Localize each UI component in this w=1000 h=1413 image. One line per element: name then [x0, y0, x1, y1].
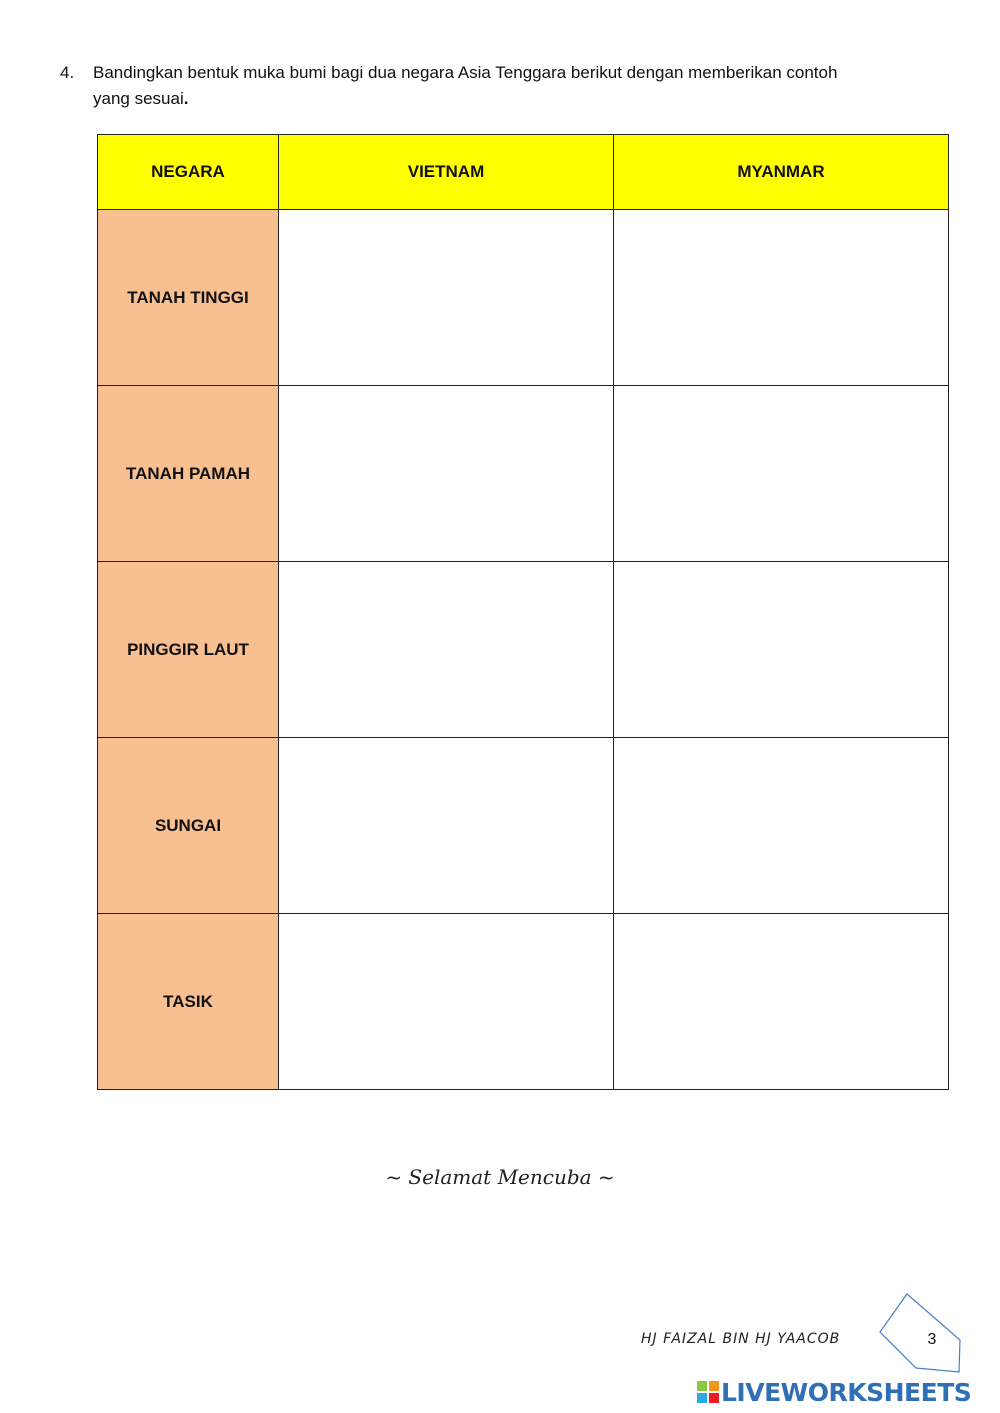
author-name: HJ FAIZAL BIN HJ YAACOB — [641, 1331, 841, 1347]
question-text — [93, 60, 940, 112]
liveworksheets-logo-icon — [697, 1381, 719, 1403]
page-number: 3 — [927, 1331, 937, 1348]
table-row — [98, 738, 949, 914]
answer-cell-myanmar-pinggir-laut[interactable] — [614, 562, 949, 738]
table-header-row — [98, 135, 949, 210]
table-row — [98, 386, 949, 562]
liveworksheets-brand-text: LIVEWORKSHEETS — [721, 1377, 972, 1407]
answer-cell-myanmar-tanah-tinggi[interactable] — [614, 210, 949, 386]
table-row — [98, 914, 949, 1090]
answer-cell-myanmar-tasik[interactable] — [614, 914, 949, 1090]
header-negara: NEGARA — [98, 135, 279, 210]
row-label-sungai: SUNGAI — [98, 738, 279, 914]
question-line-2 — [93, 86, 940, 112]
answer-cell-vietnam-tanah-tinggi[interactable] — [279, 210, 614, 386]
comparison-table — [97, 134, 949, 1090]
liveworksheets-brand[interactable] — [697, 1377, 971, 1407]
closing-message: ~ Selamat Mencuba ~ — [385, 1165, 615, 1189]
question-line-2-end: . — [183, 89, 189, 108]
header-vietnam: VIETNAM — [279, 135, 614, 210]
row-label-tanah-tinggi: TANAH TINGGI — [98, 210, 279, 386]
header-myanmar: MYANMAR — [614, 135, 949, 210]
row-label-tasik: TASIK — [98, 914, 279, 1090]
answer-cell-vietnam-pinggir-laut[interactable] — [279, 562, 614, 738]
question-line-2-text: yang sesuai — [93, 89, 184, 108]
row-label-tanah-pamah: TANAH PAMAH — [98, 386, 279, 562]
answer-cell-myanmar-sungai[interactable] — [614, 738, 949, 914]
answer-cell-vietnam-tasik[interactable] — [279, 914, 614, 1090]
table-row — [98, 562, 949, 738]
answer-cell-vietnam-tanah-pamah[interactable] — [279, 386, 614, 562]
row-label-pinggir-laut: PINGGIR LAUT — [98, 562, 279, 738]
question-line-1: Bandingkan bentuk muka bumi bagi dua negara Asia Tenggara berikut dengan memberikan contoh — [93, 63, 838, 82]
table-row — [98, 210, 949, 386]
question — [60, 60, 940, 112]
question-number: 4. — [60, 63, 75, 82]
answer-cell-myanmar-tanah-pamah[interactable] — [614, 386, 949, 562]
answer-cell-vietnam-sungai[interactable] — [279, 738, 614, 914]
